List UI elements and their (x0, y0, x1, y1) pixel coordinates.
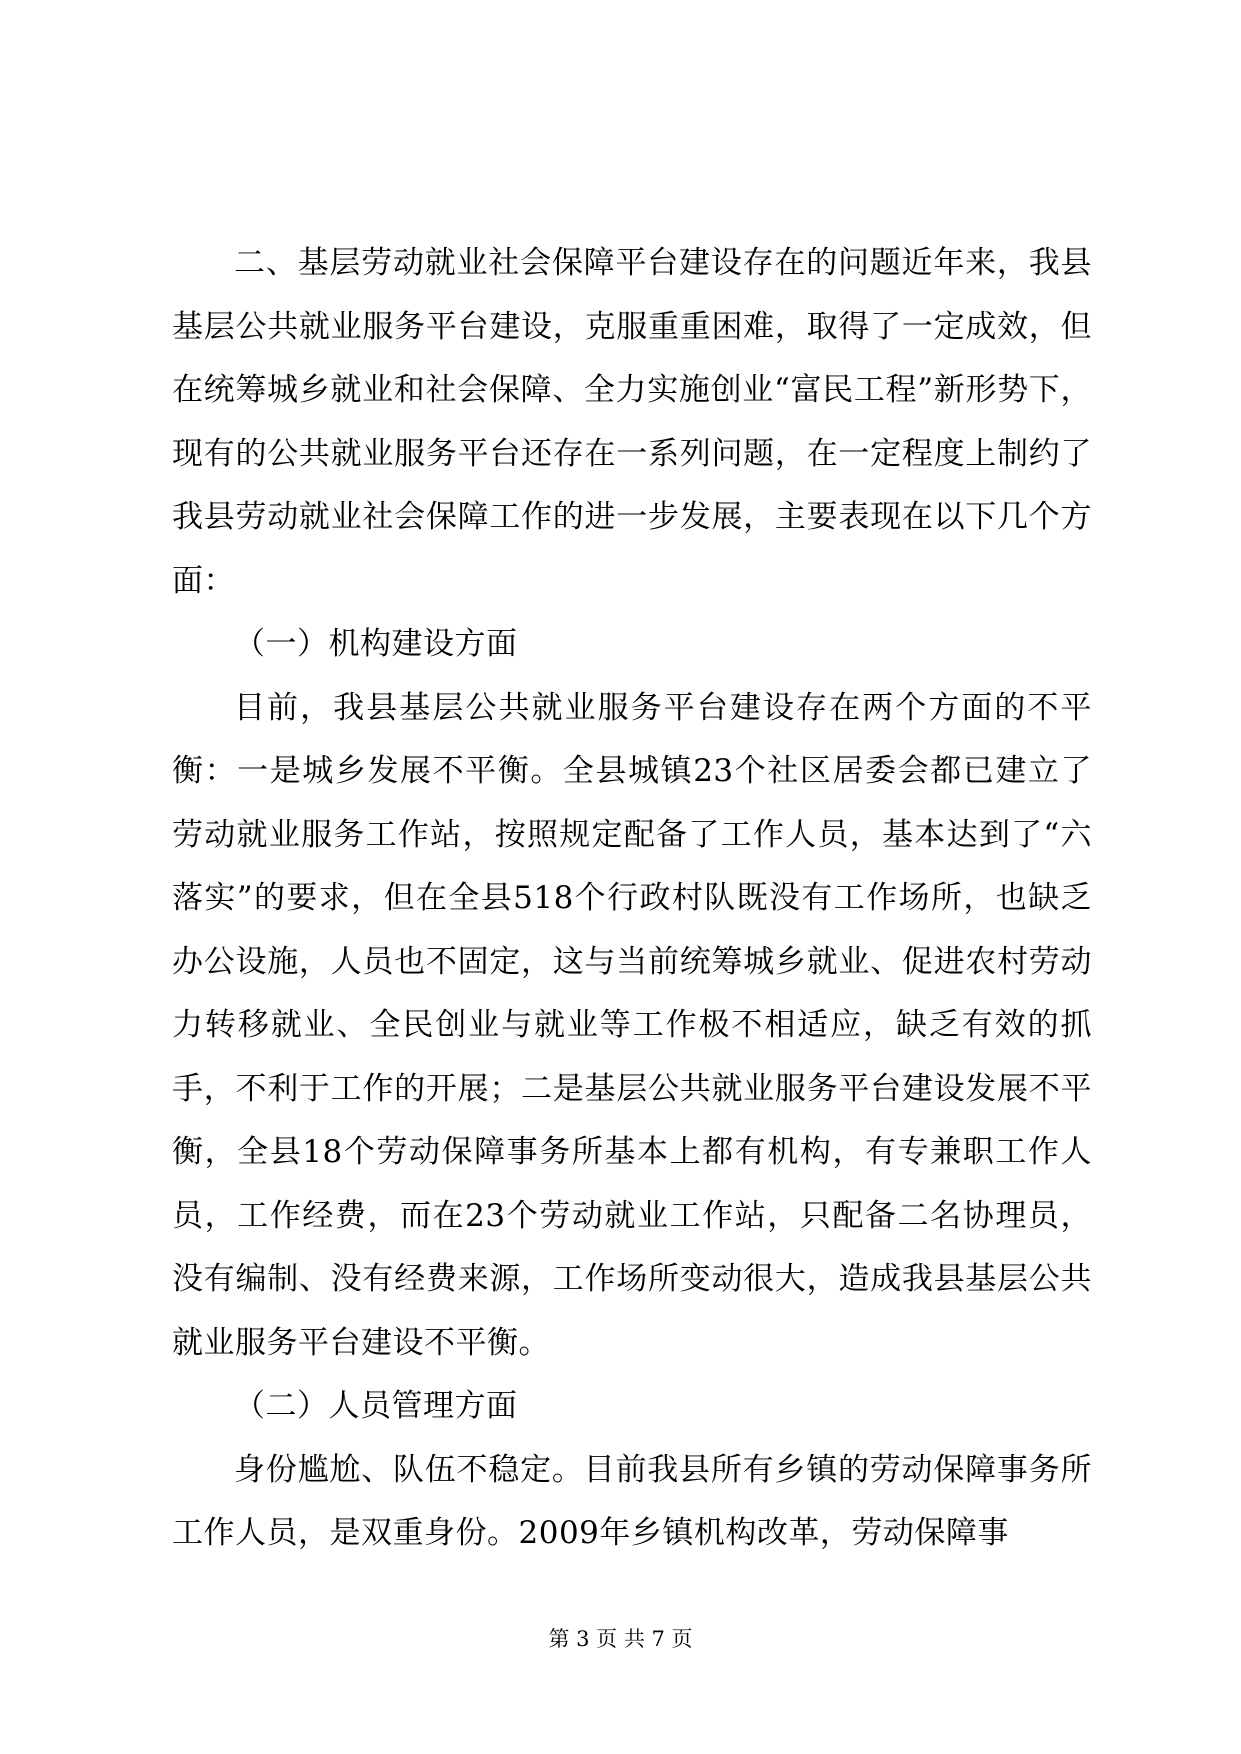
paragraph-personnel: 身份尴尬、队伍不稳定。目前我县所有乡镇的劳动保障事务所工作人员，是双重身份。2009年乡镇机构改革，劳动保障事 (172, 1451, 1092, 1551)
paragraph-institution: 目前，我县基层公共就业服务平台建设存在两个方面的不平衡：一是城乡发展不平衡。全县城镇23个社区居委会都已建立了劳动就业服务工作站，按照规定配备了工作人员，基本达到了“六落实”的要求，但在全县518个行政村队既没有工作场所，也缺乏办公设施，人员也不固定，这与当前统筹城乡就业、促进农村劳动力转移就业、全民创业与就业等工作极不相适应，缺乏有效的抓手，不利于工作的开展；二是基层公共就业服务平台建设发展不平衡，全县18个劳动保障事务所基本上都有机构，有专兼职工作人员，工作经费，而在23个劳动就业工作站，只配备二名协理员，没有编制、没有经费来源，工作场所变动很大，造成我县基层公共就业服务平台建设不平衡。 (172, 689, 1092, 1361)
section-heading-institution: （一）机构建设方面 (234, 626, 518, 662)
paragraph-problems-intro: 二、基层劳动就业社会保障平台建设存在的问题近年来，我县基层公共就业服务平台建设，克服重重困难，取得了一定成效，但在统筹城乡就业和社会保障、全力实施创业“富民工程”新形势下，现有的公共就业服务平台还存在一系列问题，在一定程度上制约了我县劳动就业社会保障工作的进一步发展，主要表现在以下几个方面： (172, 245, 1092, 599)
document-body (172, 232, 1092, 1566)
page-number-footer: 第 3 页 共 7 页 (548, 1627, 693, 1651)
section-heading-personnel: （二）人员管理方面 (234, 1388, 518, 1424)
